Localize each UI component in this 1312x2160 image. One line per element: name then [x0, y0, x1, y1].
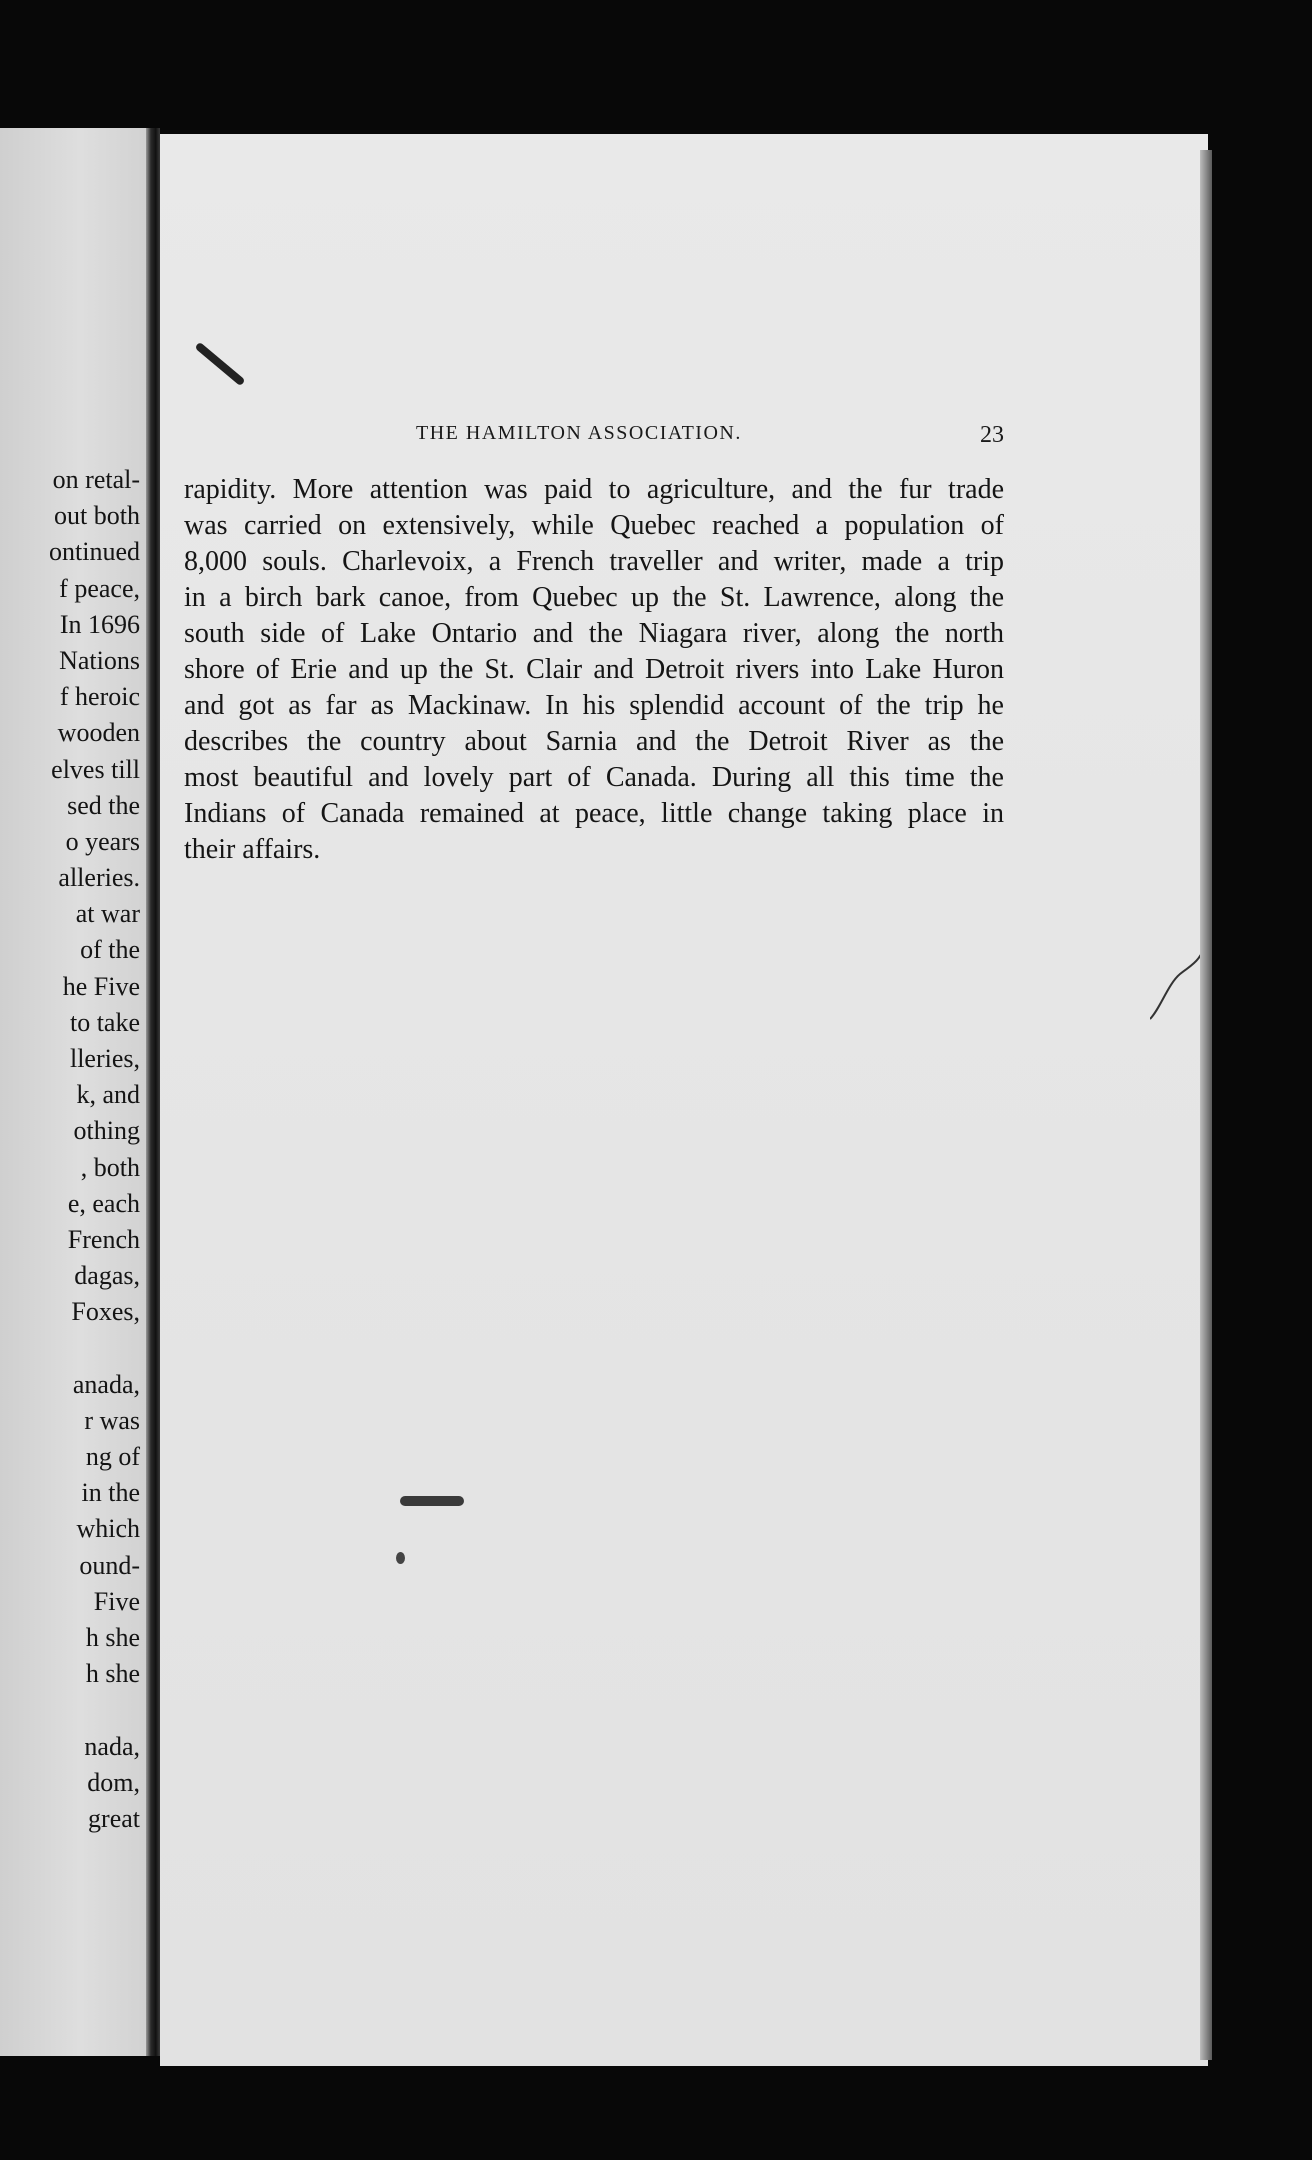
- page-edge-shadow: [1200, 150, 1212, 2060]
- running-head: THE HAMILTON ASSOCIATION.: [416, 422, 742, 444]
- main-page: [160, 134, 1208, 2066]
- left-page-line: h she: [85, 1623, 140, 1652]
- ink-smudge: [400, 1496, 464, 1506]
- left-page-line: dagas,: [74, 1261, 140, 1291]
- left-page-line: [49, 1692, 140, 1728]
- left-page-line: sed the: [67, 790, 140, 820]
- left-page-line: othing: [73, 1116, 140, 1146]
- body-line: and got as far as Mackinaw. In his splendid account of the trip he: [184, 690, 1004, 721]
- left-page-line: Foxes,: [71, 1297, 140, 1327]
- left-page-line: ontinued: [49, 537, 140, 567]
- left-facing-page: [0, 128, 146, 2056]
- body-line: was carried on extensively, while Quebec reached a population of: [184, 510, 1004, 541]
- body-line: describes the country about Sarnia and the Detroit River as the: [184, 726, 1004, 757]
- left-page-line: lleries,: [69, 1044, 140, 1073]
- ink-dot: [396, 1552, 405, 1564]
- body-line: most beautiful and lovely part of Canada. During all this time the: [184, 762, 1004, 793]
- left-page-line: at war: [75, 899, 140, 929]
- left-page-line: r was: [84, 1405, 140, 1435]
- left-page-line: Nations: [59, 645, 140, 675]
- left-page-line: f heroic: [59, 682, 140, 712]
- left-page-line: , both: [80, 1152, 140, 1182]
- left-page-line: f peace,: [59, 573, 140, 603]
- left-page-line: elves till: [51, 754, 140, 784]
- left-page-line: to take: [69, 1007, 140, 1037]
- body-line: Indians of Canada remained at peace, little change taking place in: [184, 798, 1004, 829]
- left-page-text-fragments: [49, 462, 140, 1837]
- body-line: shore of Erie and up the St. Clair and Detroit rivers into Lake Huron: [184, 654, 1004, 685]
- left-page-line: k, and: [76, 1080, 140, 1110]
- left-page-line: wooden: [57, 718, 140, 748]
- left-page-line: e, each: [67, 1188, 140, 1218]
- left-page-line: alleries.: [58, 863, 140, 893]
- body-line: in a birch bark canoe, from Quebec up the St. Lawrence, along the: [184, 582, 1004, 613]
- left-page-line: dom,: [87, 1767, 140, 1797]
- binding-gutter: [146, 128, 160, 2056]
- left-page-line: h she: [85, 1659, 140, 1689]
- left-page-line: nada,: [84, 1731, 140, 1761]
- body-line: 8,000 souls. Charlevoix, a French traveller and writer, made a trip: [184, 546, 1004, 577]
- body-line: south side of Lake Ontario and the Niagara river, along the north: [184, 618, 1004, 649]
- left-page-line: on retal-: [52, 465, 140, 494]
- body-line: rapidity. More attention was paid to agriculture, and the fur trade: [184, 474, 1004, 505]
- body-line: their affairs.: [184, 834, 321, 865]
- ink-stroke-mark: [194, 342, 245, 387]
- left-page-line: out both: [54, 501, 140, 531]
- left-page-line: [49, 1331, 140, 1367]
- left-page-line: ng of: [85, 1442, 140, 1472]
- left-page-line: In 1696: [59, 609, 140, 639]
- left-page-line: French: [67, 1224, 140, 1254]
- left-page-line: in the: [81, 1478, 140, 1508]
- left-page-line: he Five: [62, 971, 140, 1001]
- left-page-line: o years: [65, 826, 140, 856]
- left-page-line: Five: [93, 1586, 140, 1616]
- left-page-line: of the: [80, 935, 140, 965]
- left-page-line: which: [76, 1514, 140, 1544]
- left-page-line: great: [88, 1803, 140, 1833]
- page-number: 23: [980, 422, 1004, 448]
- left-page-line: anada,: [72, 1369, 140, 1399]
- body-paragraph: [184, 472, 1004, 868]
- left-page-line: ound-: [79, 1550, 140, 1580]
